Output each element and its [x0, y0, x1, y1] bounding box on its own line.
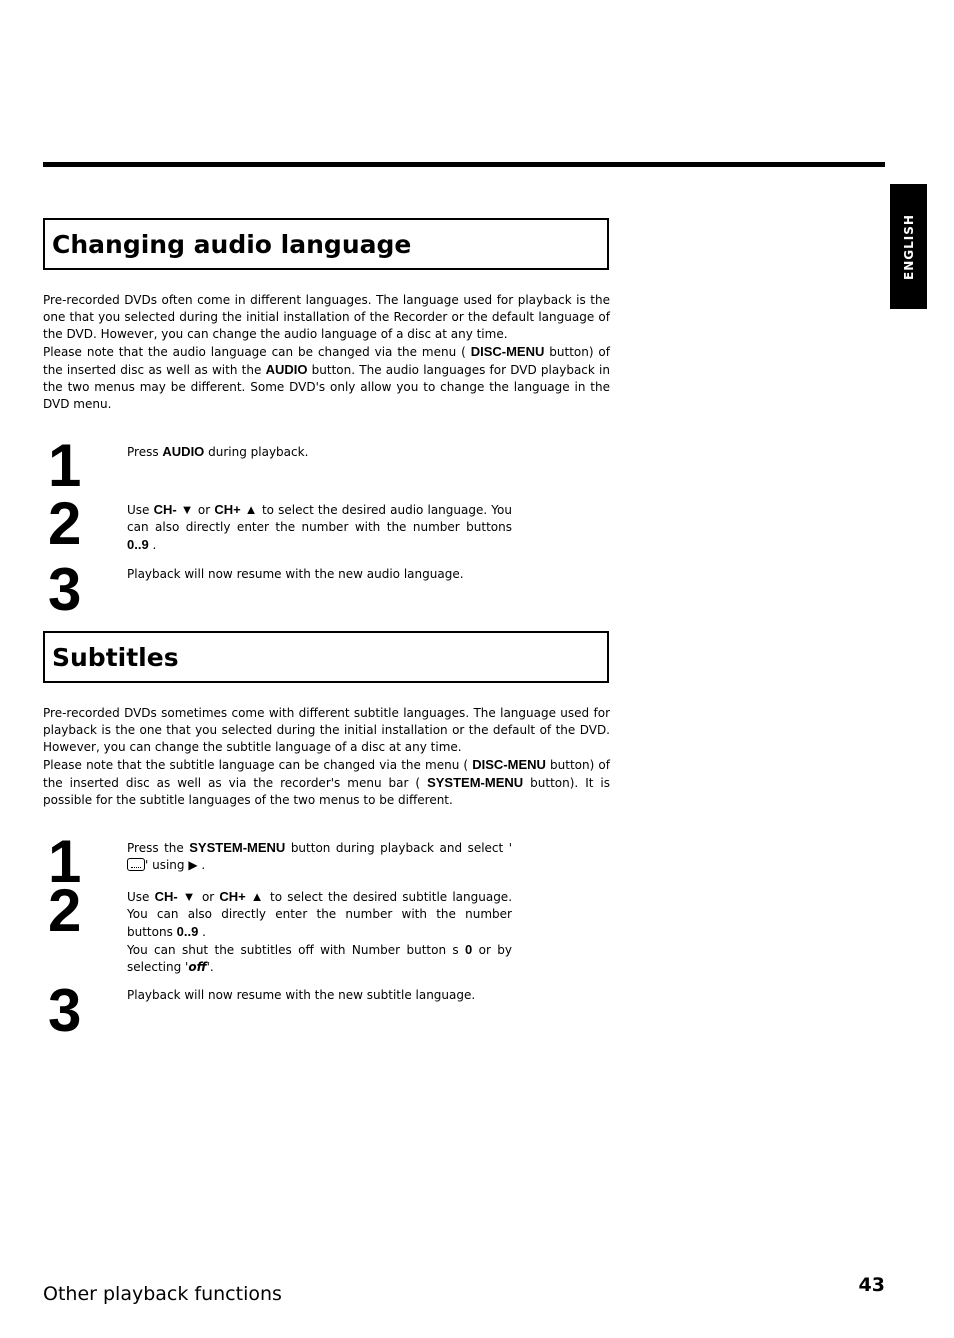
top-rule [43, 162, 885, 167]
subtitle-step-1-text: Press the SYSTEM-MENU button during playback and select '' using ▶ . [127, 840, 513, 872]
audio-intro-p1: Pre-recorded DVDs often come in different languages. The language used for playback is the one that you selected during the initial installation of the Recorder or the default language of the DVD. However, you can change the audio language of a disc at any time. [43, 293, 610, 341]
subtitle-step-2-text: Use CH- ▼ or CH+ ▲ to select the desired subtitle language. You can also directly enter the number with the number buttons 0..9 . You can shut the subtitles off with Number button s 0 or by selecting 'off'. [127, 889, 513, 974]
audio-step-3-number: 3 [48, 556, 82, 623]
subtitle-step-2-number: 2 [48, 877, 82, 944]
subtitle-icon [127, 858, 145, 871]
subtitle-step-3-number: 3 [48, 977, 82, 1044]
audio-step-1-number: 1 [48, 432, 82, 499]
footer-section-name: Other playback functions [43, 1283, 282, 1305]
subtitle-step-3-text: Playback will now resume with the new subtitle language. [127, 988, 476, 1002]
language-tab [890, 184, 927, 309]
subtitle-step-1-number: 1 [48, 828, 82, 895]
subtitle-intro-p1: Pre-recorded DVDs sometimes come with different subtitle languages. The language used for playback is the one that you selected during the initial installation or the default of the DVD. However, you can change the subtitle language of a disc at any time. [43, 706, 610, 754]
page-number: 43 [858, 1274, 885, 1296]
audio-step-1-text: Press AUDIO during playback. [127, 444, 309, 459]
section-title-audio-language: Changing audio language [43, 218, 609, 270]
audio-step-2-text: Use CH- ▼ or CH+ ▲ to select the desired audio language. You can also directly enter the number with the number buttons 0..9 . [127, 502, 512, 552]
subtitle-intro [43, 705, 610, 809]
subtitle-intro-p2: Please note that the subtitle language can be changed via the menu ( DISC-MENU button) of the inserted disc as well as via the recorder's menu bar ( SYSTEM-MENU button). It is possible for the subtitle languages of the two menus to be different. [43, 757, 610, 807]
audio-step-2-number: 2 [48, 490, 82, 557]
audio-intro [43, 292, 610, 413]
play-arrow-icon: ▶ [188, 858, 198, 872]
audio-step-3-text: Playback will now resume with the new audio language. [127, 567, 464, 581]
language-tab-label: ENGLISH [901, 213, 916, 280]
audio-intro-p2: Please note that the audio language can be changed via the menu ( DISC-MENU button) of the inserted disc as well as with the AUDIO button. The audio languages for DVD playback in the two menus may be different. Some DVD's only allow you to change the language in the DVD menu. [43, 344, 610, 411]
section-title-subtitles: Subtitles [43, 631, 609, 683]
